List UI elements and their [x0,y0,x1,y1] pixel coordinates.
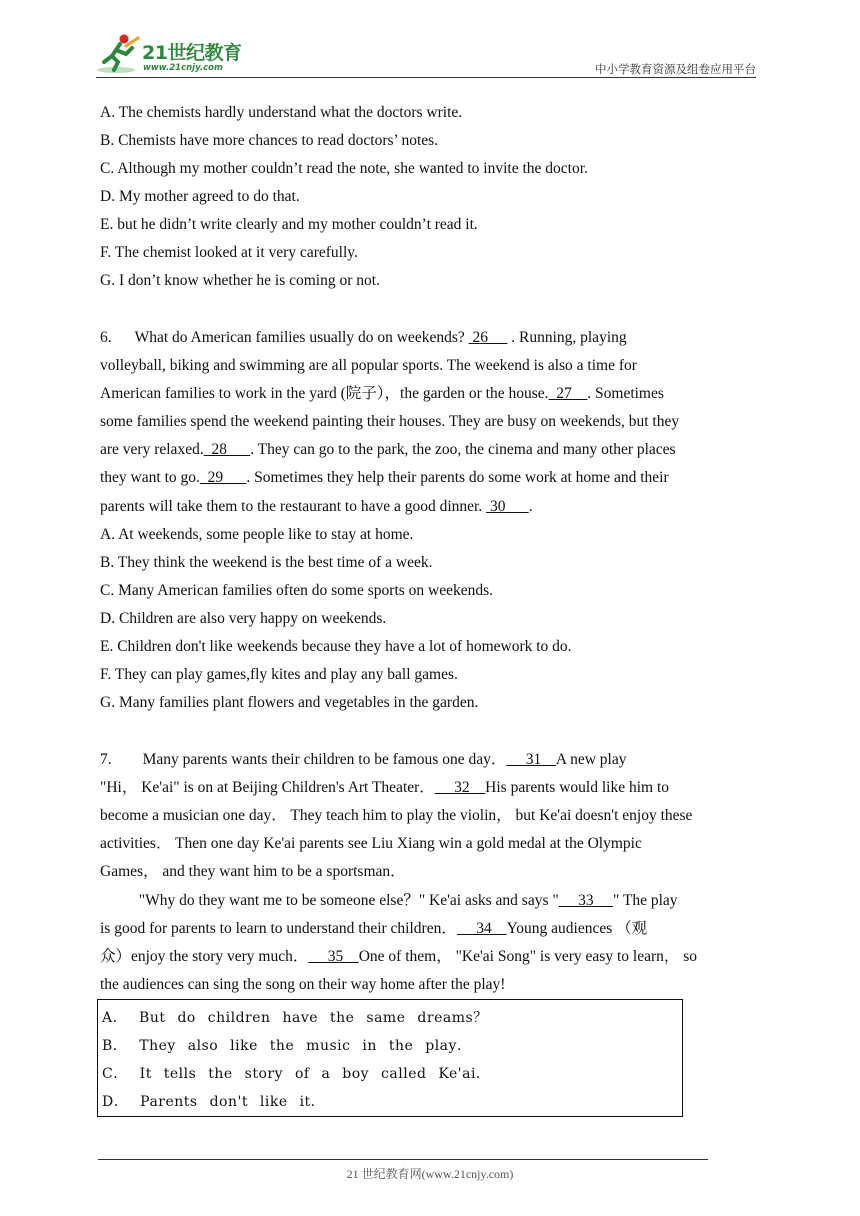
page-header [96,30,756,78]
blank-34: 34 [456,920,507,937]
q6-passage-line: some families spend the weekend painting their houses. They are busy on weekends, but they [100,413,680,430]
q7-passage-line: 7. Many parents wants their children to be famous one day． 31 A new play [100,751,627,768]
page-footer: 21 世纪教育网(www.21cnjy.com) [346,1167,514,1181]
blank-28: 28 [203,441,251,458]
q6-option-c: C. Many American families often do some sports on weekends. [100,582,494,599]
q6-passage-line: are very relaxed. 28 . They can go to the park, the zoo, the cinema and many other places [100,441,676,458]
blank-26: 26 [468,329,508,346]
blank-32: 32 [434,779,486,796]
q7-passage-line: Games， and they want him to be a sportsman． [100,863,406,880]
footer-divider [98,1159,708,1160]
blank-33: 33 [558,892,613,909]
q6-option-a: A. At weekends, some people like to stay at home. [100,526,414,543]
q6-option-g: G. Many families plant flowers and vegetables in the garden. [100,694,479,711]
q5-option-d: D. My mother agreed to do that. [100,188,300,205]
q7-option-a: A． But do children have the same dreams？ [102,1010,488,1026]
q5-option-f: F. The chemist looked at it very carefully. [100,244,358,261]
q7-passage-line: become a musician one day． They teach him to play the violin， but Ke'ai doesn't enjoy these [100,807,693,824]
q7-passage-line: is good for parents to learn to understand their children． 34 Young audiences （观 [100,920,648,937]
q5-option-g: G. I don’t know whether he is coming or not. [100,272,380,289]
q7-options-box [97,999,683,1117]
blank-29: 29 [199,469,247,486]
q6-option-b: B. They think the weekend is the best time of a week. [100,554,433,571]
header-divider [96,77,756,78]
q6-passage-line: parents will take them to the restaurant to have a good dinner. 30 . [100,498,533,515]
logo-text: 21世纪教育 [142,42,242,64]
q7-passage-line: activities． Then one day Ke'ai parents see Liu Xiang win a gold medal at the Olympic [100,835,642,852]
blank-27: 27 [548,385,588,402]
q7-passage-line: "Hi， Ke'ai" is on at Beijing Children's Art Theater． 32 His parents would like him to [100,779,669,796]
q7-passage-line: the audiences can sing the song on their way home after the play! [100,976,506,993]
q7-option-d: D． Parents don't like it． [102,1094,326,1110]
q7-option-b: B． They also like the music in the play． [102,1038,472,1054]
blank-35: 35 [308,948,359,965]
q5-option-b: B. Chemists have more chances to read doctors’ notes. [100,132,439,149]
q6-passage-line: volleyball, biking and swimming are all popular sports. The weekend is also a time for [100,357,637,374]
blank-31: 31 [506,751,556,768]
q5-option-e: E. but he didn’t write clearly and my mother couldn’t read it. [100,216,478,233]
q7-option-c: C． It tells the story of a boy called Ke'ai． [102,1066,491,1082]
header-platform-text: 中小学教育资源及组卷应用平台 [595,62,756,76]
q6-passage-line: American families to work in the yard (院子），the garden or the house. 27 . Sometimes [100,385,664,402]
q6-passage-line: they want to go. 29 . Sometimes they help their parents do some work at home and their [100,469,669,486]
blank-30: 30 [486,498,529,515]
q7-passage-line: 众）enjoy the story very much． 35 One of them， "Ke'ai Song" is very easy to learn， so [100,948,698,965]
site-logo [96,32,266,76]
q7-passage-line: "Why do they want me to be someone else？" Ke'ai asks and says " 33 " The play [100,892,678,909]
q6-option-d: D. Children are also very happy on weekends. [100,610,387,627]
runner-logo-icon [96,32,144,76]
q6-option-e: E. Children don't like weekends because they have a lot of homework to do. [100,638,572,655]
q6-option-f: F. They can play games,fly kites and play any ball games. [100,666,458,683]
q5-option-a: A. The chemists hardly understand what the doctors write. [100,104,463,121]
q6-passage-line: 6. What do American families usually do on weekends? 26 . Running, playing [100,329,627,346]
q5-option-c: C. Although my mother couldn’t read the note, she wanted to invite the doctor. [100,160,588,177]
logo-url: www.21cnjy.com [143,63,223,73]
